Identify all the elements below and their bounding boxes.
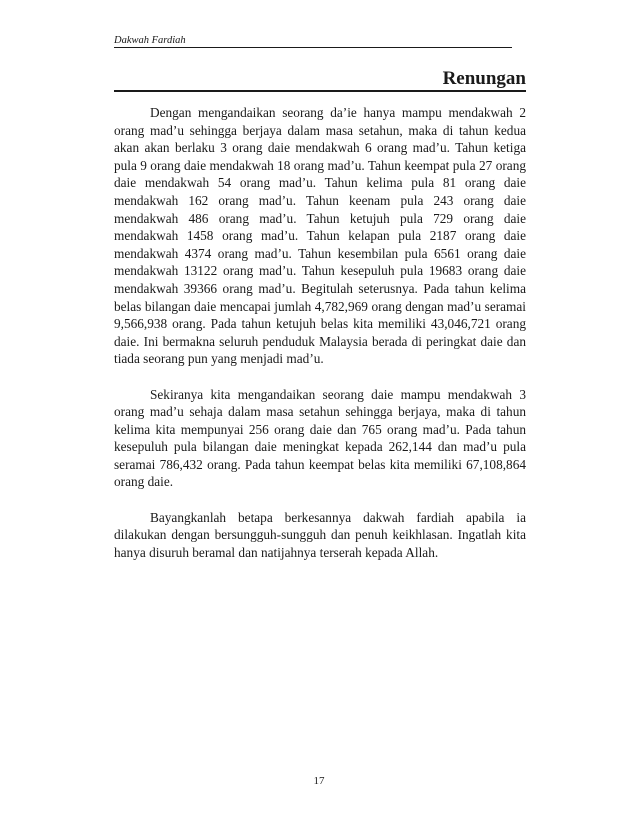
page-number: 17 xyxy=(313,775,325,787)
paragraph-1: Dengan mengandaikan seorang da’ie hanya mampu mendakwah 2 orang mad’u sehingga berjaya dalam masa setahun, maka di tahun kedua akan akan berlaku 3 orang daie mendakwah 6 orang mad’u. Tahun ketiga pula 9 orang daie mendakwah 18 orang mad’u. Tahun keempat pula 27 orang daie mendakwah 54 orang mad’u. Tahun kelima pula 81 orang daie mendakwah 162 orang mad’u. Tahun keenam pula 243 orang daie mendakwah 486 orang mad’u. Tahun ketujuh pula 729 orang daie mendakwah 1458 orang mad’u. Tahun kelapan pula 2187 orang daie mendakwah 4374 orang mad’u. Tahun kesembilan pula 6561 orang daie mendakwah 13122 orang mad’u. Tahun kesepuluh pula 19683 orang daie mendakwah 39366 orang mad’u. Begitulah seterusnya. Pada tahun kelima belas bilangan daie mencapai jumlah 4,782,969 orang dengan mad’u seramai 9,566,938 orang. Pada tahun ketujuh belas kita memiliki 43,046,721 orang daie. Ini bermakna seluruh penduduk Malaysia berada di peringkat daie dan tiada seorang pun yang menjadi mad’u. xyxy=(114,105,526,367)
running-header: Dakwah Fardiah xyxy=(114,34,512,48)
paragraph-2: Sekiranya kita mengandaikan seorang daie mampu mendakwah 3 orang mad’u sehaja dalam masa setahun sehingga berjaya, maka di tahun kelima kita mempunyai 256 orang daie dan 765 orang mad’u. Pada tahun kesepuluh pula bilangan daie meningkat kepada 262,144 dan mad’u pula seramai 786,432 orang. Pada tahun keempat belas kita memiliki 67,108,864 orang daie. xyxy=(114,386,526,490)
title-rule xyxy=(114,90,526,92)
paragraph-3: Bayangkanlah betapa berkesannya dakwah fardiah apabila ia dilakukan dengan bersungguh-sungguh dan penuh keikhlasan. Ingatlah kita hanya disuruh beramal dan natijahnya terserah kepada Allah. xyxy=(114,509,526,560)
section-title: Renungan xyxy=(442,68,526,89)
body-text xyxy=(114,104,526,579)
